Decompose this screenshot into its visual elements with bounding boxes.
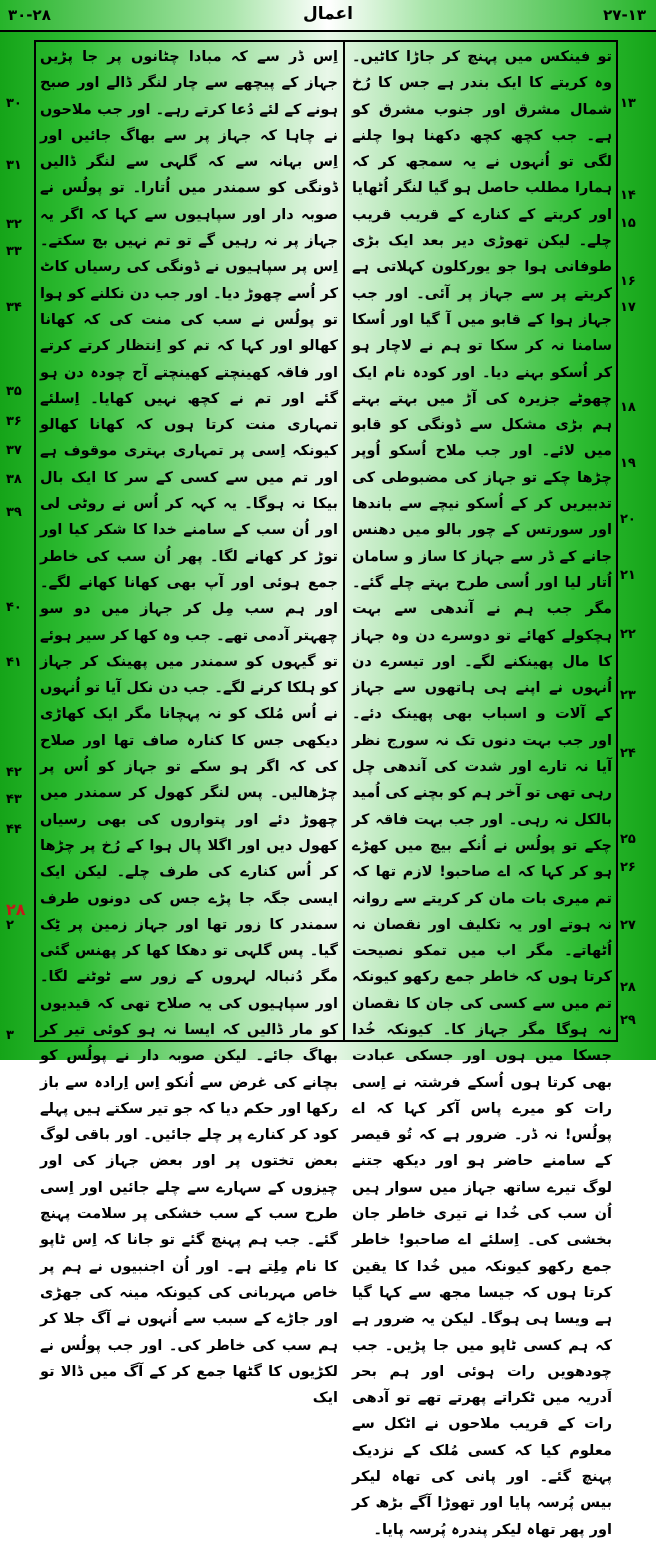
- left-verse-number: ۴۳: [6, 792, 22, 807]
- right-verse-number: ۱۹: [620, 456, 636, 471]
- left-verse-number: ۳۶: [6, 414, 22, 429]
- left-verse-number: ۴۱: [6, 655, 22, 670]
- right-verse-number: ۱۷: [620, 300, 636, 315]
- page-title: اعمال: [303, 4, 353, 24]
- right-verse-number: ۲۷: [620, 918, 636, 933]
- right-verse-number: ۲۱: [620, 568, 636, 583]
- left-verse-number: ۳۷: [6, 443, 22, 458]
- page-header: [0, 0, 656, 32]
- left-verse-number: ۳۳: [6, 244, 22, 259]
- left-verse-number: ۳۹: [6, 505, 22, 520]
- left-verse-number: ۳۸: [6, 472, 22, 487]
- left-verse-number: ۳۲: [6, 217, 22, 232]
- right-verse-number: ۲۰: [620, 512, 636, 527]
- right-verse-number: ۱۸: [620, 400, 636, 415]
- left-verse-number: ۲: [6, 918, 14, 933]
- left-verse-number: ۳۵: [6, 384, 22, 399]
- right-verse-number: ۲۴: [620, 746, 636, 761]
- right-verse-number: ۲۹: [620, 1013, 636, 1028]
- column-divider: [343, 40, 345, 1042]
- right-verse-number: ۲۵: [620, 832, 636, 847]
- left-verse-number: ۴۴: [6, 822, 22, 837]
- left-verse-number: ۳۰: [6, 96, 22, 111]
- right-verse-number: ۲۳: [620, 688, 636, 703]
- left-verse-number: ۳۴: [6, 300, 22, 315]
- left-verse-number: ۲۸: [6, 900, 26, 919]
- right-verse-number: ۱۵: [620, 216, 636, 231]
- right-verse-number: ۲۶: [620, 860, 636, 875]
- right-verse-number: ۲۲: [620, 627, 636, 642]
- right-column-text: تو فینکس میں پہنچ کر جاڑا کاٹیں۔ وہ کریتے کا ایک بندر ہے جس کا رُخ شمال مشرق اور جنوب مشرق کو ہے۔ جب کچھ کچھ دکھنا ہوا چلنے لگی تو اُنہوں نے یہ سمجھ کر کہ ہمارا مطلب حاصل ہو گیا لنگر اُٹھایا اور کریتے کے کنارے کے قریب قریب چلے۔ لیکن تھوڑی دیر بعد ایک بڑی طوفانی ہوا جو یورکلون کہلاتی ہے کریتے پر سے جہاز پر آئی۔ اور جب جہاز ہوا کے قابو میں آ گیا اور اُسکا سامنا نہ کر سکا تو ہم نے لاچار ہو کر اُسکو بہنے دیا۔ اور کودہ نام ایک چھوٹے جزیرہ کی آڑ میں بہتے بہتے ہم بڑی مشکل سے ڈونگی کو قابو میں لائے۔ اور جب ملاح اُسکو اُوپر چڑھا چکے تو جہاز کی مضبوطی کی تدبیریں کر کے اُسکو نیچے سے باندھا اور سورتس کے چور بالو میں دھنس جانے کے ڈر سے جہاز کا ساز و سامان اُتار لیا اور اُسی طرح بہتے چلے گئے۔ مگر جب ہم نے آندھی سے بہت ہچکولے کھائے تو دوسرے دن وہ جہاز کا مال پھینکنے لگے۔ اور تیسرے دن اُنہوں نے اپنے ہی ہاتھوں سے جہاز کے آلات و اسباب بھی پھینک دئے۔ اور جب بہت دنوں تک نہ سورج نظر آیا نہ تارے اور شدت کی آندھی چل رہی تھی تو آخر ہم کو بچنے کی اُمید بالکل نہ رہی۔ اور جب بہت فاقہ کر چکے تو پولُس نے اُنکے بیچ میں کھڑے ہو کر کہا کہ اے صاحبو! لازم تھا کہ تم میری بات مان کر کریتے سے روانہ نہ ہوتے اور یہ تکلیف اور نقصان نہ اُٹھاتے۔ مگر اب میں تمکو نصیحت کرتا ہوں کہ خاطر جمع رکھو کیونکہ تم میں سے کسی کی جان کا نقصان نہ ہوگا مگر جہاز کا۔ کیونکہ خُدا جسکا میں ہوں اور جسکی عبادت بھی کرتا ہوں اُسکے فرشتہ نے اِسی رات کو میرے پاس آکر کہا کہ اے پولُس! نہ ڈر۔ ضرور ہے کہ تُو قیصر کے سامنے حاضر ہو اور دیکھ جتنے لوگ تیرے ساتھ جہاز میں سوار ہیں اُن سب کی خُدا نے تیری خاطر جان بخشی کی۔ اِسلئے اے صاحبو! خاطر جمع رکھو کیونکہ میں خُدا کا یقین کرتا ہوں کہ جیسا مجھ سے کہا گیا ہے ویسا ہی ہوگا۔ لیکن یہ ضرور ہے کہ ہم کسی ٹاپو میں جا پڑیں۔ جب چودھویں رات ہوئی اور ہم بحر اَدریہ میں ٹکراتے پھرتے تھے تو آدھی رات کے قریب ملاحوں نے اٹکل سے معلوم کیا کہ کسی مُلک کے نزدیک پہنچ گئے۔ اور پانی کی تھاہ لیکر بیس پُرسہ پایا اور تھوڑا آگے بڑھ کر اور پھر تھاہ لیکر پندرہ پُرسہ پایا۔: [352, 49, 612, 1538]
- left-column-text: اِس ڈر سے کہ مبادا چٹانوں پر جا پڑیں جہاز کے پیچھے سے چار لنگر ڈالے اور صبح ہونے کے لئے دُعا کرتے رہے۔ اور جب ملاحوں نے چاہا کہ جہاز پر سے بھاگ جائیں اور اِس بہانہ سے کہ گلہی سے لنگر ڈالیں ڈونگی کو سمندر میں اُتارا۔ تو پولُس نے صوبہ دار اور سپاہیوں سے کہا کہ اگر یہ جہاز پر نہ رہیں گے تو تم نہیں بچ سکتے۔ اِس پر سپاہیوں نے ڈونگی کی رسیاں کاٹ کر اُسے چھوڑ دیا۔ اور جب دن نکلنے کو ہوا تو پولُس نے سب کی منت کی کہ کھانا کھالو اور کہا کہ تم کو اِنتظار کرتے کرتے اور فاقہ کھینچتے کھینچتے آج چودہ دن ہو گئے اور تم نے کچھ نہیں کھایا۔ اِسلئے تمہاری منت کرتا ہوں کہ کھانا کھالو کیونکہ اِسی پر تمہاری بہتری موقوف ہے اور تم میں سے کسی کے سر کا ایک بال بیکا نہ ہوگا۔ یہ کہہ کر اُس نے روٹی لی اور اُن سب کے سامنے خدا کا شکر کیا اور توڑ کر کھانے لگا۔ پھر اُن سب کی خاطر جمع ہوئی اور آپ بھی کھانا کھانے لگے۔ اور ہم سب مِل کر جہاز میں دو سو چھہتر آدمی تھے۔ جب وہ کھا کر سیر ہوئے تو گیہوں کو سمندر میں پھینک کر جہاز کو ہلکا کرنے لگے۔ جب دن نکل آیا تو اُنہوں نے اُس مُلک کو نہ پہچانا مگر ایک کھاڑی دیکھی جس کا کنارہ صاف تھا اور صلاح کی کہ اگر ہو سکے تو جہاز کو اُس پر چڑھالیں۔ پس لنگر کھول کر سمندر میں چھوڑ دئے اور پتواروں کی بھی رسیاں کھول دیں اور اگلا پال ہوا کے رُخ پر چڑھا کر اُس کنارے کی طرف چلے۔ لیکن ایک ایسی جگہ جا پڑے جس کی دونوں طرف سمندر کا زور تھا اور جہاز زمین پر ٹِک گیا۔ پس گلہی تو دھکا کھا کر پھنس گئی مگر دُنبالہ لہروں کے زور سے ٹوٹنے لگا۔ اور سپاہیوں کی یہ صلاح تھی کہ قیدیوں کو مار ڈالیں کہ ایسا نہ ہو کوئی تیر کر بھاگ جائے۔ لیکن صوبہ دار نے پولُس کو بچانے کی غرض سے اُنکو اِس اِرادہ سے باز رکھا اور حکم دیا کہ جو تیر سکتے ہیں پہلے کود کر کنارے پر چلے جائیں۔ اور باقی لوگ بعض تختوں پر اور بعض جہاز کی اور چیزوں کے سہارے سے چلے جائیں اور اِسی طرح سب کے سب خشکی پر سلامت پہنچ گئے۔ جب ہم پہنچ گئے تو جانا کہ اِس ٹاپو کا نام مِلِتے ہے۔ اور اُن اجنبیوں نے ہم پر خاص مہربانی کی کیونکہ مینہ کی جھڑی اور جاڑے کے سبب سے اُنہوں نے آگ جلا کر ہم سب کی خاطر کی۔ اور جب پولُس نے لکڑیوں کا گٹھا جمع کر کے آگ میں ڈالا تو ایک: [40, 49, 338, 1407]
- right-verse-number: ۲۸: [620, 980, 636, 995]
- header-chapter-range-right: ۲۷-۱۳: [603, 6, 646, 24]
- left-verse-number: ۴۲: [6, 765, 22, 780]
- right-verse-number: ۱۳: [620, 96, 636, 111]
- left-verse-number: ۳۱: [6, 158, 22, 173]
- right-verse-number: ۱۴: [620, 188, 636, 203]
- right-text-column: [352, 44, 612, 1543]
- right-verse-number: ۱۶: [620, 274, 636, 289]
- left-verse-number: ۳: [6, 1028, 14, 1043]
- left-text-column: [40, 44, 338, 1411]
- header-chapter-range-left: ۳۰-۲۸: [8, 6, 51, 24]
- left-verse-number: ۴۰: [6, 600, 22, 615]
